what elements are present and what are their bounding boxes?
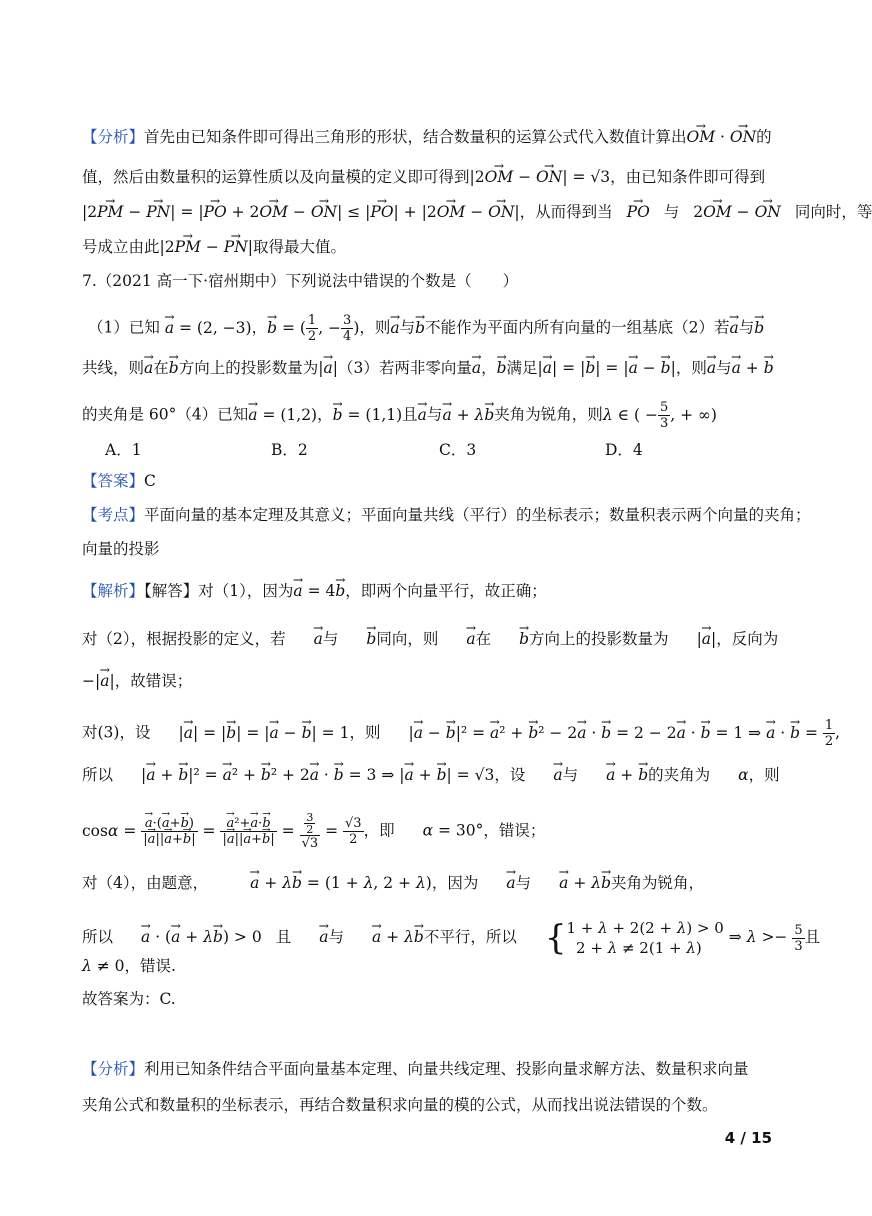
analysis-tag: 【分析】 (82, 128, 145, 146)
solution-text: 对(3)，设 (82, 723, 151, 742)
kaodian-line1 (82, 504, 811, 526)
answer-tag: 【答案】 (82, 472, 145, 490)
solution-s3: 对(3)，设 |→ a| = |→ b| = |→ a − → b| = 1，则 |→ a − → b|² = → a² + → b² − 2→ a · → b = 2 − 2→ a · → b = 1 ⇒ → a · → b = $\frac{1}{2}$ , (82, 718, 840, 749)
question-p2: 共线，则→ a在→ b方向上的投影数量为|→ a|（3）若两非零向量→ a，→ b满足|→ a| = |→ b| = |→ a − → b|，则→ a与→ a + → b (82, 357, 774, 379)
solution-text: 在 (475, 630, 492, 648)
solution-text: ，因为 (431, 874, 479, 892)
solution-s4b: 所以→ a · (→ a + λ→ b) > 0 且→ a与→ a + λ→ b不平行，所以 { 1 + λ + 2(2 + λ) > 0 2 + λ ≠ 2(1 + λ) ⇒ λ >− $\frac{5}{3}$ 且 (82, 918, 820, 958)
analysis1-text: ，从而得到当 (519, 203, 613, 221)
question-text: 的夹角是 60°（4）已知 (82, 405, 249, 424)
question-text: 满足 (506, 359, 538, 377)
solution-s4: 对（4），由题意，→ a + λ→ b = (1 + λ, 2 + λ)，因为→ a与→ a + λ→ b夹角为锐角， (82, 872, 704, 894)
analysis1-text: 号成立由此 (82, 238, 160, 256)
solution-text: 与 (328, 928, 344, 946)
kaodian-text: 向量的投影 (82, 540, 160, 558)
question-text: ， (481, 359, 497, 377)
question-text: 方向上的投影数量为 (178, 359, 319, 377)
solution-text: 故答案为：C. (82, 990, 176, 1008)
question-stem: 下列说法中错误的个数是（ ） (285, 272, 519, 290)
page-number: 4 / 15 (724, 1129, 772, 1147)
question-p3: 的夹角是 60°（4）已知→ a = (1,2)，→ b = (1,1)且→ a与→ a + λ→ b夹角为锐角，则λ ∈ ( − $\frac{5}{3}$ , + ∞) (82, 400, 717, 431)
solution-text: 方向上的投影数量为 (529, 630, 669, 648)
answer-line (82, 470, 156, 492)
solution-text: ，则 (748, 766, 780, 784)
analysis2-text: 利用已知条件结合平面向量基本定理、向量共线定理、投影向量求解方法、数量积求向量 (144, 1060, 749, 1078)
option-c[interactable]: C．3 (439, 441, 477, 459)
solution-s3c: cosα = → $\frac{a\cdot(\to a+\to b)}{|\to a||\to a+\to b|}$ = → $\frac{\text{a²+→ a·→ b}}{|\to a||\to a+\to b|}$ = $\frac{\frac{3}{2}}{√3}$ = $\frac{√3}{2}$ ，即 α = 30°，错误； (82, 812, 545, 851)
solution-text: 且 (804, 928, 821, 946)
solution-text: 的夹角为 (648, 766, 711, 784)
question-text: ， (317, 405, 333, 424)
solution-text: ，即 (363, 821, 395, 840)
solution-text: ，则 (349, 723, 381, 742)
analysis1-text: ，由已知条件即可得到 (610, 168, 766, 186)
question-text: 共线，则 (82, 359, 145, 377)
solution-text: 对（1），因为 (198, 582, 294, 600)
analysis1-text: 与 (663, 203, 680, 221)
solution-conclusion (82, 988, 176, 1010)
solution-text: 且 (275, 928, 292, 946)
solution-text: ，错误. (124, 957, 176, 975)
math-2pm-pn: |2→ PM − → PN| (160, 238, 253, 256)
jiexi-tag: 【解析】 (82, 582, 145, 600)
solution-text: 与 (562, 766, 579, 784)
question-text: ，则 (359, 318, 391, 337)
math-b-def: → b = ( $\frac{1}{2}$ , − $\frac{3}{4}$ ) (267, 319, 359, 337)
option-a[interactable]: A．1 (105, 441, 142, 459)
analysis1-text: 同向时，等 (794, 203, 872, 221)
question-text: 夹角为锐角，则 (494, 405, 603, 424)
question-text: 与 (738, 318, 755, 337)
kaodian-text: 平面向量的基本定理及其意义；平面向量共线（平行）的坐标表示；数量积表示两个向量的夹角； (144, 506, 811, 524)
kaodian-tag: 【考点】 (82, 506, 145, 524)
question-source: （2021 高一下·宿州期中） (96, 272, 286, 290)
analysis2-tag: 【分析】 (82, 1060, 145, 1078)
solution-text: 对（2），根据投影的定义，若 (82, 630, 286, 648)
question-text: 与 (426, 405, 443, 424)
jieda-tag: 【解答】 (144, 582, 199, 600)
question-text: （1）已知 (88, 318, 160, 337)
question-text: 不能作为平面内所有向量的一组基底（2）若 (425, 318, 730, 337)
solution-text: 同向，则 (376, 630, 439, 648)
math-modulus-eq: |2→ OM − → ON| = √3 (470, 168, 611, 186)
question-text: （3）若两非零向量 (337, 359, 472, 377)
solution-text: ，即两个向量平行，故正确； (345, 582, 547, 600)
analysis1-line4 (82, 236, 346, 258)
answer-value: C (144, 472, 156, 490)
solution-text: 所以 (82, 928, 114, 946)
solution-text: 夹角为锐角， (611, 874, 705, 892)
question-text: 在 (153, 359, 169, 377)
solution-s4c: λ ≠ 0，错误. (82, 957, 176, 975)
question-p1: （1）已知 → a = (2, −3)，→ b = ( $\frac{1}{2}$ , − $\frac{3}{4}$ )，则→ a与→ b不能作为平面内所有向量的一组基底（2）若→ a与→ b (88, 313, 764, 344)
math-om-dot-on: → OM · → ON (687, 128, 757, 146)
solution-text: ，反向为 (716, 630, 779, 648)
solution-text: 与 (515, 874, 532, 892)
analysis2-line1 (82, 1058, 749, 1080)
solution-text: ，故错误； (114, 672, 193, 690)
option-d[interactable]: D．4 (605, 441, 643, 459)
analysis1-text: 首先由已知条件即可得出三角形的形状，结合数量积的运算公式代入数值计算出 (144, 128, 687, 146)
analysis2-text: 夹角公式和数量积的坐标表示，再结合数量积求向量的模的公式，从而找出说法错误的个数。 (82, 1096, 718, 1114)
solution-text: 与 (322, 630, 339, 648)
analysis1-line1 (82, 126, 772, 148)
kaodian-line2 (82, 538, 160, 560)
solution-s3b: 所以 |→ a + → b|² = → a² + → b² + 2→ a · → b = 3 ⇒ |→ a + → b| = √3，设→ a与→ a + → b的夹角为 α，则 (82, 764, 780, 786)
solution-text: 对（4），由题意， (82, 874, 209, 892)
math-po: → PO (627, 203, 650, 221)
question-text: 且 (402, 405, 418, 424)
analysis1-text: 值，然后由数量积的运算性质以及向量模的定义即可得到 (82, 168, 470, 186)
analysis2-line2 (82, 1094, 718, 1116)
solution-s1: 【解析】【解答】对（1），因为→ a = 4→ b，即两个向量平行，故正确； (82, 580, 547, 602)
question-text: 与 (399, 318, 416, 337)
question-text: 与 (716, 359, 732, 377)
math-inequality: |2→ PM − → PN| = |→ PO + 2→ OM − → ON| ≤ |→ PO| + |2→ OM − → ON| (82, 203, 520, 221)
option-b[interactable]: B．2 (271, 441, 308, 459)
solution-text: ，设 (494, 766, 526, 784)
analysis1-line3 (82, 201, 872, 223)
question-header (82, 270, 518, 292)
solution-s2b: −|→ a|，故错误； (82, 670, 192, 692)
math-2om-on: 2→ OM − → ON (693, 203, 781, 221)
question-number: 7. (82, 272, 97, 290)
question-text: ，则 (675, 359, 707, 377)
solution-text: ，错误； (483, 821, 546, 840)
solution-text: 所以 (82, 766, 114, 784)
solution-s2: 对（2），根据投影的定义，若→ a与→ b同向，则→ a在→ b方向上的投影数量为 |→ a|，反向为 (82, 628, 778, 650)
math-a-def: → a = (2, −3) (165, 319, 252, 337)
solution-text: 不平行，所以 (423, 928, 517, 946)
analysis1-line2 (82, 166, 765, 188)
analysis1-text: 取得最大值。 (253, 238, 347, 256)
analysis1-text: 的 (756, 128, 772, 146)
